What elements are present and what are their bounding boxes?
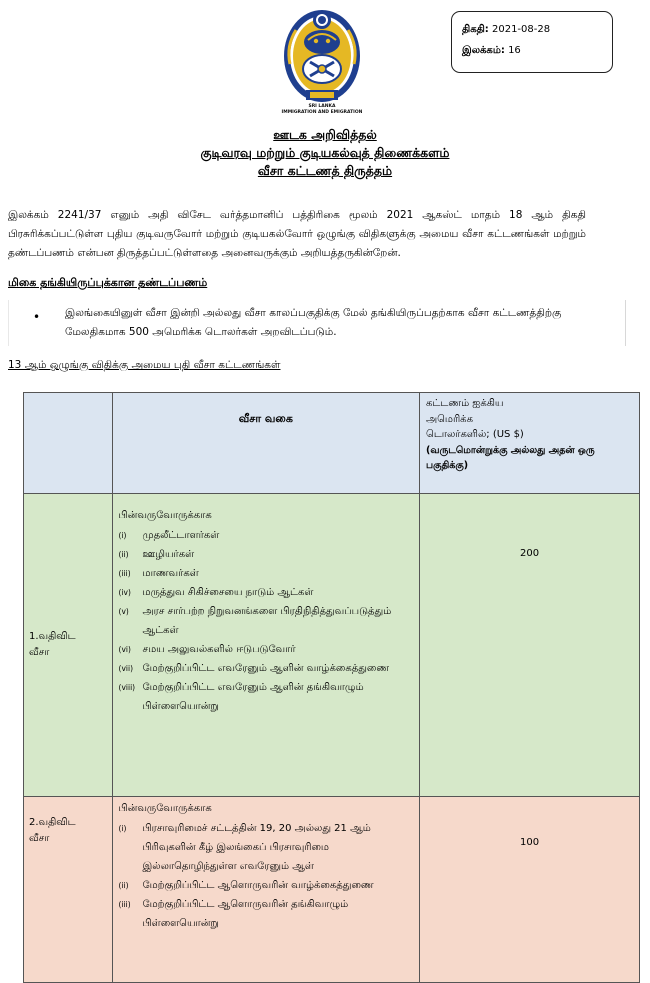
list-item xyxy=(119,545,415,564)
fee-amount: 200 xyxy=(420,494,640,797)
list-item xyxy=(119,640,415,659)
item-text: மேற்குறிப்பிட்ட எவரேனும் ஆளின் தங்கிவாழும் பிள்ளையொன்று xyxy=(142,682,364,712)
item-number: (vi) xyxy=(118,645,131,654)
eligibility-cell xyxy=(112,494,419,797)
intro-paragraph: இலக்கம் 2241/37 எனும் அதி விசேட வர்த்தமானிப் பத்திரிகை மூலம் 2021 ஆகஸ்ட் மாதம் 18 ஆம் திகதி பிரசுரிக்கப்பட்டுள்ள புதிய குடிவருவோர் மற்றும் குடியகல்வோர் ஒழுங்கு விதிகளுக்கு அமைய வீசா கட்டணங்கள் மற்றும் தண்டப்பணம் என்பன திருத்தப்பட்டுள்ளதை அனைவருக்கும் அறியத்தருகின்றேன். xyxy=(8,209,586,259)
heading-department: குடிவரவு மற்றும் குடியகல்வுத் திணைக்களம் xyxy=(200,145,450,160)
visa-category-cell xyxy=(24,494,113,797)
item-text: மாணவர்கள் xyxy=(142,568,199,579)
overstay-penalty-text: இலங்கையினுள் வீசா இன்றி அல்லது வீசா காலப்பகுதிக்கு மேல் தங்கியிருப்பதற்காக வீசா கட்டணத்திற்கு மேலதிகமாக 500 அமெரிக்க டொலர்கள் அறவிடப்படும். xyxy=(65,307,562,338)
item-text: ஊழியர்கள் xyxy=(142,549,195,560)
item-text: சமய அலுவல்களில் ஈடுபடுவோர் xyxy=(142,644,296,655)
item-number: (i) xyxy=(118,531,127,540)
logo-caption-line2: IMMIGRATION AND EMIGRATION xyxy=(281,110,363,115)
list-item xyxy=(119,895,415,933)
overstay-penalty-title: மிகை தங்கியிருப்புக்கான தண்டப்பணம் xyxy=(8,276,208,289)
visa-category-cell xyxy=(24,797,113,983)
heading-visa-fee-revision: வீசா கட்டணத் திருத்தம் xyxy=(257,163,393,178)
item-number: (ii) xyxy=(118,550,129,559)
eligibility-cell xyxy=(112,797,419,983)
list-item xyxy=(119,876,415,895)
item-number: (viii) xyxy=(118,683,136,692)
list-item xyxy=(119,659,415,678)
item-text: மேற்குறிப்பிட்ட எவரேனும் ஆளின் வாழ்க்கைத்துணை xyxy=(142,663,390,674)
fee-amount: 100 xyxy=(420,797,640,983)
logo-caption xyxy=(262,104,382,116)
item-text: முதலீட்டாளர்கள் xyxy=(142,530,220,541)
heading-media-release: ஊடக அறிவித்தல் xyxy=(273,127,377,142)
header-fee-note: (வருடமொன்றுக்கு அல்லது அதன் ஒரு பகுதிக்கு) xyxy=(426,444,595,471)
header-fee-line1: கட்டணம் ஐக்கிய xyxy=(426,398,504,409)
item-text: பிரசாவுரிமைச் சட்டத்தின் 19, 20 அல்லது 21 ஆம் பிரிவுகளின் கீழ் இலங்கைப் பிரசாவுரிமை இல்லாதொழிந்துள்ள எவரேனும் ஆள் xyxy=(142,823,371,872)
visa-category-line2: வீசா xyxy=(29,647,50,658)
table-header-row xyxy=(24,393,640,494)
visa-category-line1: 1.வதிவிட xyxy=(29,631,76,642)
document-headings xyxy=(0,126,650,180)
header-fee xyxy=(420,393,640,494)
number-row xyxy=(462,40,602,61)
header-fee-line3: டொலர்களில்; (US $) xyxy=(426,429,524,440)
date-value: 2021-08-28 xyxy=(491,24,551,35)
overstay-penalty-block xyxy=(8,300,626,346)
item-text: மேற்குறிப்பிட்ட ஆளொருவரின் தங்கிவாழும் பிள்ளையொன்று xyxy=(142,899,349,929)
item-number: (ii) xyxy=(118,881,129,890)
item-number: (i) xyxy=(118,824,127,833)
logo-caption-line1: SRI LANKA xyxy=(308,104,336,109)
visa-category-line1: 2.வதிவிட xyxy=(29,817,76,828)
reference-box xyxy=(451,11,613,73)
number-value: 16 xyxy=(508,45,521,56)
header-empty-cell xyxy=(24,393,113,494)
item-text: மருத்துவ சிகிச்சையை நாடும் ஆட்கள் xyxy=(142,587,314,598)
item-text: அரச சார்பற்ற நிறுவனங்களை பிரதிநிதித்துவப்படுத்தும் ஆட்கள் xyxy=(142,606,392,636)
list-item xyxy=(119,526,415,545)
eligibility-intro: பின்வருவோருக்காக xyxy=(118,803,212,814)
table-row xyxy=(24,797,640,983)
item-text: மேற்குறிப்பிட்ட ஆளொருவரின் வாழ்க்கைத்துணை xyxy=(142,880,374,891)
header-fee-line2: அமெரிக்க xyxy=(426,413,473,425)
new-visa-fees-title: 13 ஆம் ஒழுங்கு விதிக்கு அமைய புதி வீசா கட்டணங்கள் xyxy=(8,359,281,371)
list-item xyxy=(119,564,415,583)
list-item xyxy=(119,602,415,640)
number-label: இலக்கம்: xyxy=(462,45,505,56)
visa-fees-table xyxy=(23,392,640,983)
date-label: திகதி: xyxy=(462,24,489,35)
item-number: (iii) xyxy=(118,569,131,578)
item-number: (vii) xyxy=(118,664,134,673)
list-item xyxy=(119,819,415,876)
date-row xyxy=(462,19,602,40)
header-visa-type: வீசா வகை xyxy=(112,393,419,494)
eligibility-intro: பின்வருவோருக்காக xyxy=(118,510,212,521)
table-row xyxy=(24,494,640,797)
visa-category-line2: வீசா xyxy=(29,833,50,844)
bullet-icon: • xyxy=(33,310,41,324)
item-number: (iv) xyxy=(118,588,131,597)
item-number: (v) xyxy=(118,607,129,616)
list-item xyxy=(119,678,415,716)
item-number: (iii) xyxy=(118,900,131,909)
list-item xyxy=(119,583,415,602)
